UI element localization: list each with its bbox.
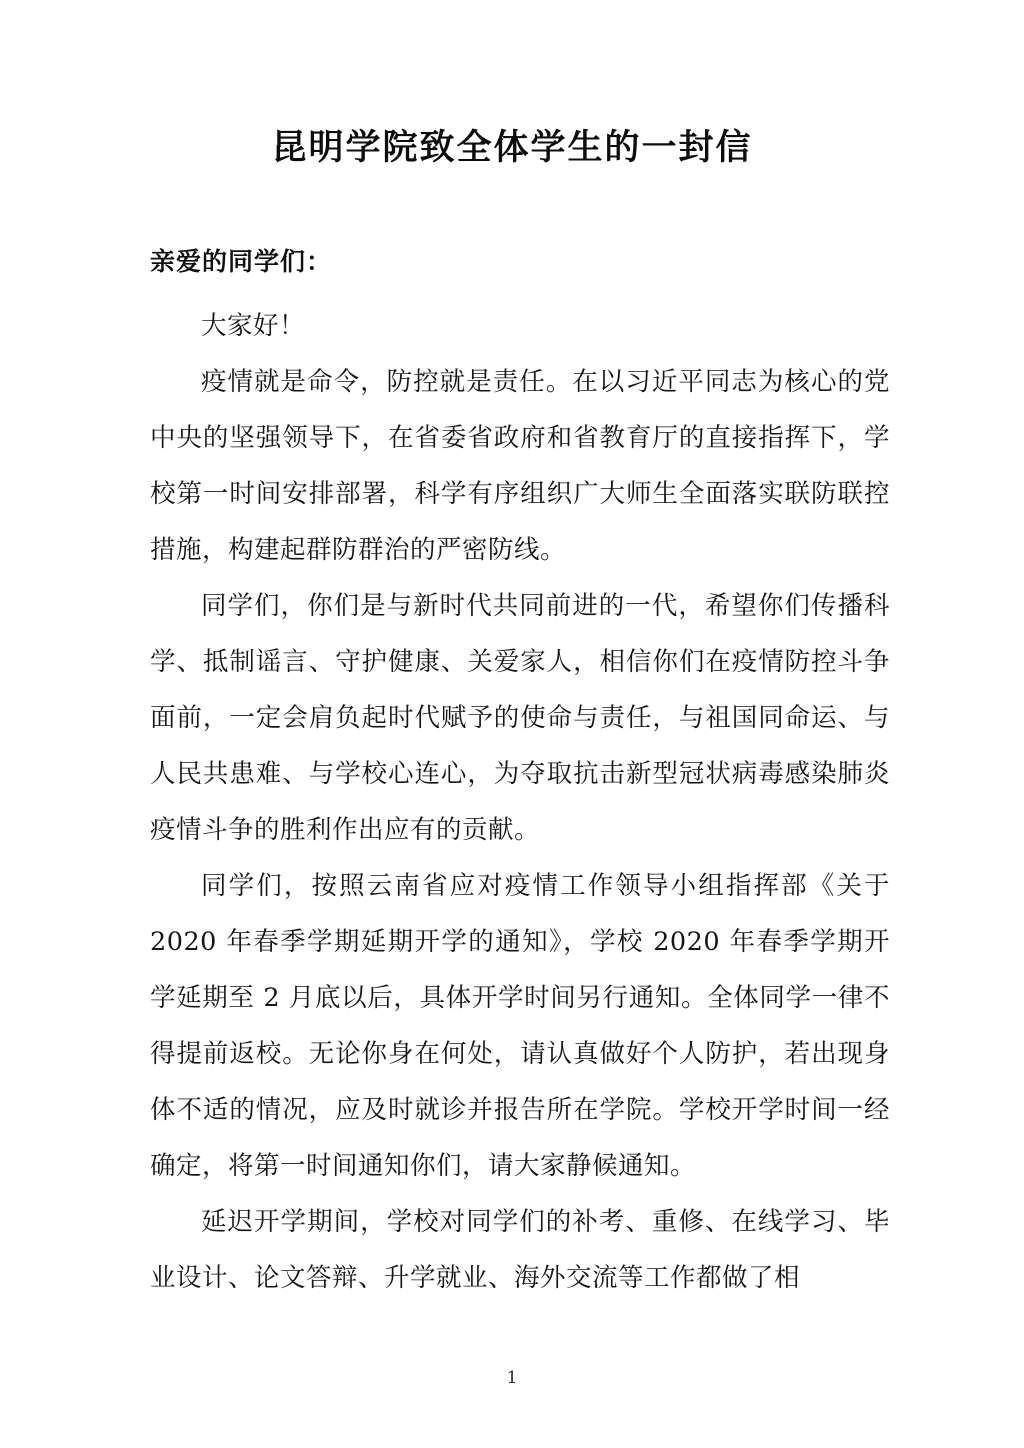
paragraph-semester-delay: 同学们，按照云南省应对疫情工作领导小组指挥部《关于 2020 年春季学期延期开学的通知》，学校 2020 年春季学期开学延期至 2 月底以后，具体开学时间另行通知。全体同学一律不得提前返校。无论你身在何处，请认真做好个人防护，若出现身体不适的情况，应及时就诊并报告所在学院。学校开学时间一经确定，将第一时间通知你们，请大家静候通知。: [150, 871, 890, 1181]
paragraph-greeting: 大家好！: [201, 311, 306, 341]
salutation: 亲爱的同学们：: [150, 247, 333, 276]
page-number: 1: [506, 1368, 518, 1388]
letter-body: [150, 242, 890, 1306]
paragraph-new-era: 同学们，你们是与新时代共同前进的一代，希望你们传播科学、抵制谣言、守护健康、关爱家人，相信你们在疫情防控斗争面前，一定会肩负起时代赋予的使命与责任，与祖国同命运、与人民共患难、与学校心连心，为夺取抗击新型冠状病毒感染肺炎疫情斗争的胜利作出应有的贡献。: [150, 591, 890, 845]
page-title: 昆明学院致全体学生的一封信: [271, 128, 753, 168]
paragraph-delay-arrangements: 延迟开学期间，学校对同学们的补考、重修、在线学习、毕业设计、论文答辩、升学就业、海外交流等工作都做了相: [150, 1207, 890, 1293]
paragraph-epidemic-order: 疫情就是命令，防控就是责任。在以习近平同志为核心的党中央的坚强领导下，在省委省政府和省教育厅的直接指挥下，学校第一时间安排部署，科学有序组织广大师生全面落实联防联控措施，构建起群防群治的严密防线。: [150, 367, 890, 565]
